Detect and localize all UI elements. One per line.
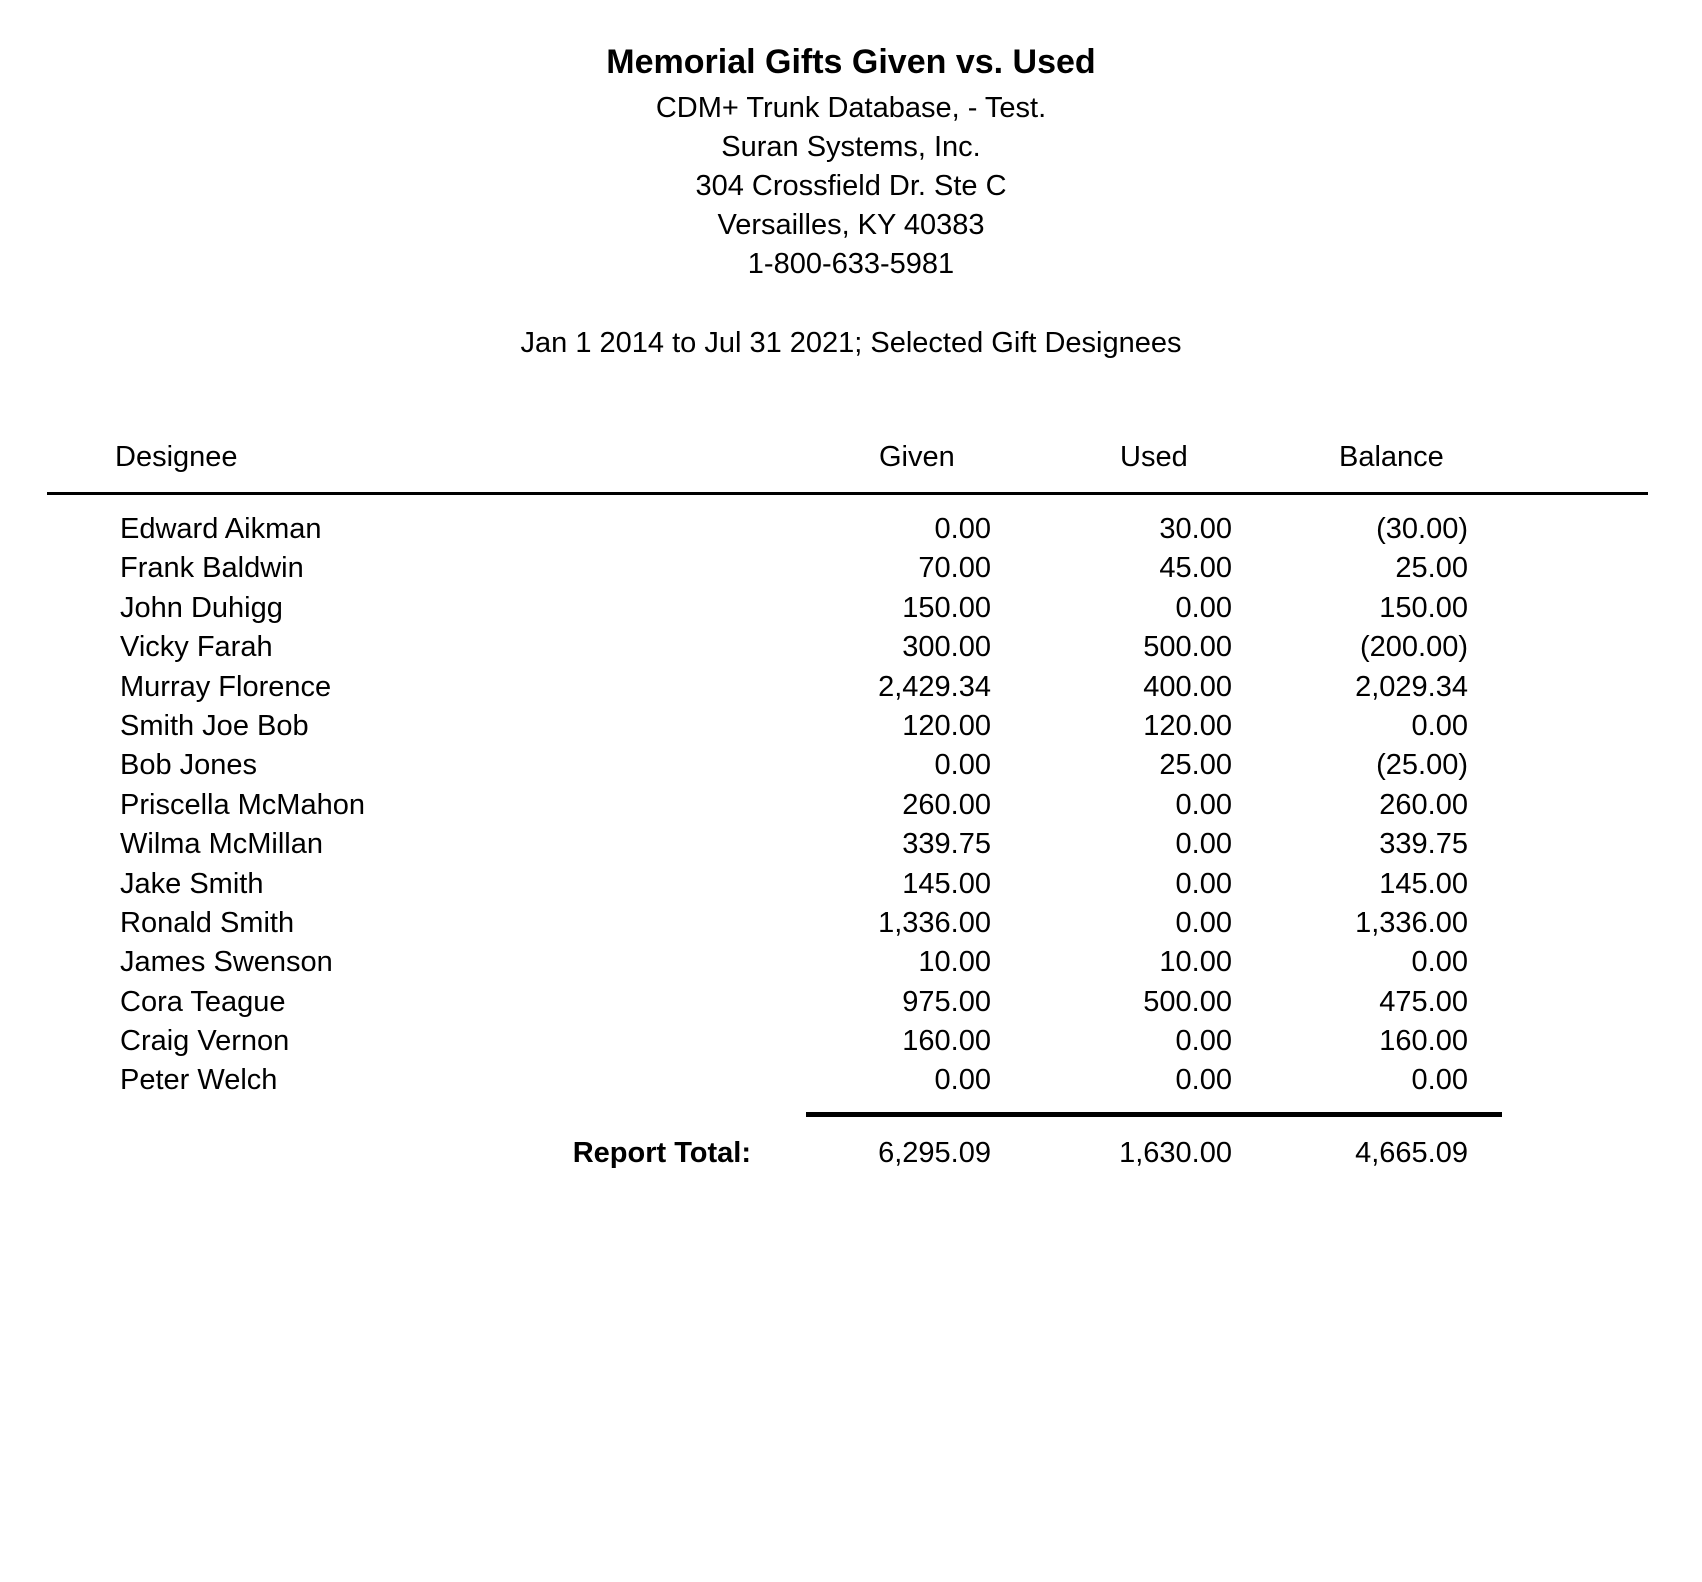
report-total-row bbox=[0, 1133, 1702, 1173]
designee-name: Craig Vernon bbox=[120, 1025, 290, 1058]
balance-amount: 160.00 bbox=[1379, 1025, 1468, 1058]
table-row bbox=[0, 1061, 1702, 1100]
given-amount: 0.00 bbox=[934, 1064, 991, 1097]
table-row bbox=[0, 1022, 1702, 1061]
balance-amount: 150.00 bbox=[1379, 591, 1468, 624]
used-amount: 10.00 bbox=[1159, 946, 1232, 979]
used-amount: 400.00 bbox=[1143, 670, 1232, 703]
table-row bbox=[0, 589, 1702, 628]
used-amount: 0.00 bbox=[1175, 591, 1232, 624]
used-amount: 0.00 bbox=[1175, 1064, 1232, 1097]
designee-name: Ronald Smith bbox=[120, 906, 295, 939]
table-row bbox=[0, 865, 1702, 904]
used-amount: 30.00 bbox=[1159, 513, 1232, 545]
designee-name: Smith Joe Bob bbox=[120, 709, 309, 742]
city-state-zip-line: Versailles, KY 40383 bbox=[717, 209, 985, 241]
designee-name: Peter Welch bbox=[120, 1064, 278, 1097]
report-title: Memorial Gifts Given vs. Used bbox=[606, 43, 1096, 81]
designee-name: Wilma McMillan bbox=[120, 828, 323, 861]
table-row bbox=[0, 825, 1702, 864]
column-header-used: Used bbox=[1120, 441, 1188, 473]
used-amount: 25.00 bbox=[1159, 749, 1232, 782]
designee-name: Jake Smith bbox=[120, 867, 264, 900]
table-row bbox=[0, 628, 1702, 667]
total-given-amount: 6,295.09 bbox=[878, 1137, 991, 1169]
balance-amount: 260.00 bbox=[1379, 788, 1468, 821]
table-row bbox=[0, 983, 1702, 1022]
used-amount: 0.00 bbox=[1175, 867, 1232, 900]
balance-amount: 25.00 bbox=[1395, 552, 1468, 585]
balance-amount: (200.00) bbox=[1359, 631, 1468, 664]
table-row bbox=[0, 510, 1702, 549]
table-row bbox=[0, 904, 1702, 943]
header-divider bbox=[47, 492, 1648, 495]
given-amount: 70.00 bbox=[918, 552, 991, 585]
used-amount: 500.00 bbox=[1143, 985, 1232, 1018]
used-amount: 120.00 bbox=[1143, 709, 1232, 742]
table-row bbox=[0, 707, 1702, 746]
column-header-designee: Designee bbox=[115, 441, 238, 473]
designee-name: John Duhigg bbox=[120, 591, 283, 624]
given-amount: 160.00 bbox=[902, 1025, 991, 1058]
given-amount: 150.00 bbox=[902, 591, 991, 624]
table-row bbox=[0, 786, 1702, 825]
table-row bbox=[0, 668, 1702, 707]
balance-amount: 2,029.34 bbox=[1355, 670, 1468, 703]
balance-amount: 0.00 bbox=[1411, 946, 1468, 979]
given-amount: 10.00 bbox=[918, 946, 991, 979]
designee-table-body bbox=[0, 510, 1702, 1101]
total-divider bbox=[806, 1112, 1502, 1117]
given-amount: 300.00 bbox=[902, 631, 991, 664]
balance-amount: (30.00) bbox=[1376, 513, 1468, 545]
designee-name: Edward Aikman bbox=[120, 513, 322, 545]
balance-amount: 475.00 bbox=[1379, 985, 1468, 1018]
given-amount: 0.00 bbox=[934, 749, 991, 782]
table-row bbox=[0, 549, 1702, 588]
designee-name: Murray Florence bbox=[120, 670, 332, 703]
report-total-label: Report Total: bbox=[572, 1137, 751, 1169]
used-amount: 45.00 bbox=[1159, 552, 1232, 585]
column-header-balance: Balance bbox=[1339, 441, 1444, 473]
column-header-given: Given bbox=[879, 441, 955, 473]
phone-line: 1-800-633-5981 bbox=[747, 248, 955, 280]
used-amount: 0.00 bbox=[1175, 1025, 1232, 1058]
designee-name: Bob Jones bbox=[120, 749, 258, 782]
given-amount: 1,336.00 bbox=[878, 906, 991, 939]
used-amount: 0.00 bbox=[1175, 788, 1232, 821]
address-line: 304 Crossfield Dr. Ste C bbox=[695, 170, 1007, 202]
designee-name: Priscella McMahon bbox=[120, 788, 365, 821]
used-amount: 0.00 bbox=[1175, 828, 1232, 861]
designee-name: James Swenson bbox=[120, 946, 333, 979]
given-amount: 260.00 bbox=[902, 788, 991, 821]
balance-amount: 0.00 bbox=[1411, 709, 1468, 742]
given-amount: 339.75 bbox=[902, 828, 991, 861]
company-line: Suran Systems, Inc. bbox=[721, 131, 981, 163]
org-name-line: CDM+ Trunk Database, - Test. bbox=[655, 92, 1047, 124]
balance-amount: 339.75 bbox=[1379, 828, 1468, 861]
designee-name: Vicky Farah bbox=[120, 631, 273, 664]
designee-name: Cora Teague bbox=[120, 985, 286, 1018]
balance-amount: 1,336.00 bbox=[1355, 906, 1468, 939]
balance-amount: (25.00) bbox=[1376, 749, 1468, 782]
total-used-amount: 1,630.00 bbox=[1119, 1137, 1232, 1169]
used-amount: 500.00 bbox=[1143, 631, 1232, 664]
given-amount: 120.00 bbox=[902, 709, 991, 742]
date-range-line: Jan 1 2014 to Jul 31 2021; Selected Gift Designees bbox=[520, 327, 1182, 359]
given-amount: 2,429.34 bbox=[878, 670, 991, 703]
given-amount: 145.00 bbox=[902, 867, 991, 900]
balance-amount: 145.00 bbox=[1379, 867, 1468, 900]
table-row bbox=[0, 746, 1702, 785]
designee-name: Frank Baldwin bbox=[120, 552, 304, 585]
given-amount: 0.00 bbox=[934, 513, 991, 545]
total-balance-amount: 4,665.09 bbox=[1355, 1137, 1468, 1169]
table-row bbox=[0, 943, 1702, 982]
used-amount: 0.00 bbox=[1175, 906, 1232, 939]
balance-amount: 0.00 bbox=[1411, 1064, 1468, 1097]
given-amount: 975.00 bbox=[902, 985, 991, 1018]
